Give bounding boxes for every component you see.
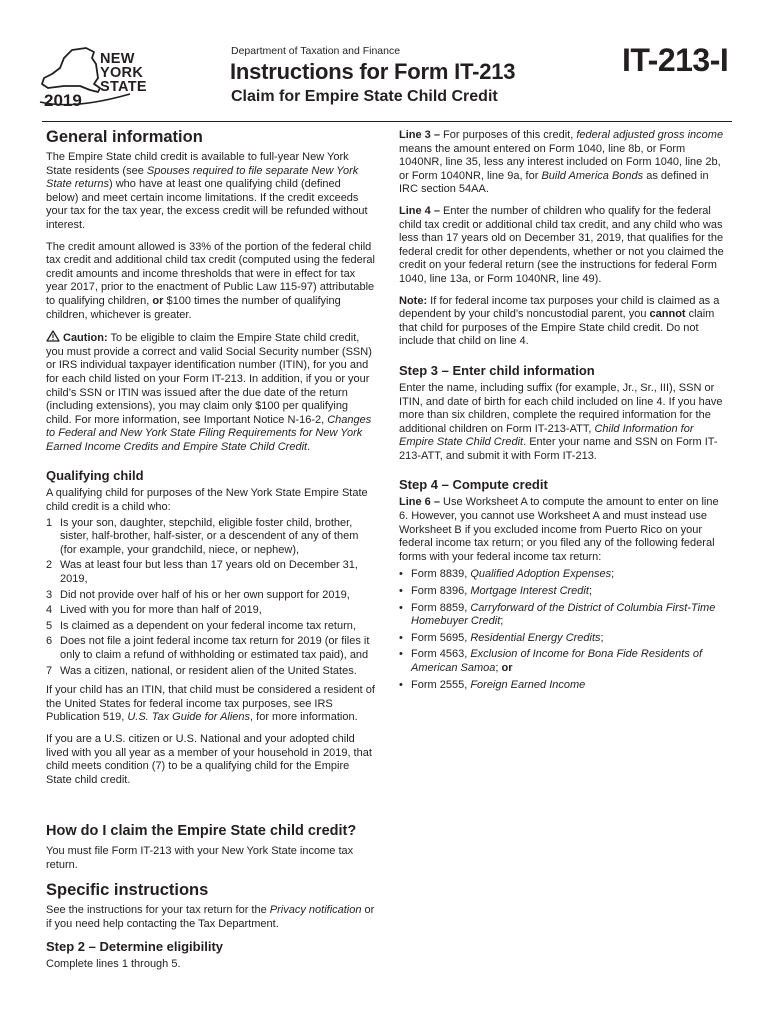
step2-heading: Step 2 – Determine eligibility xyxy=(46,939,223,954)
itin-paragraph: If your child has an ITIN, that child must be considered a resident of the United States for federal income tax purposes, see IRS Publication 519, U.S. Tax Guide for Aliens, for more information. xyxy=(46,684,375,724)
list-item: • Form 8396, Mortgage Interest Credit; xyxy=(399,585,729,599)
nys-logo xyxy=(34,44,164,114)
list-item: • Form 2555, Foreign Earned Income xyxy=(399,679,729,693)
logo-word-state: STATE xyxy=(100,79,147,95)
logo-word-york: YORK xyxy=(100,65,144,81)
warning-triangle-icon xyxy=(46,330,60,342)
list-item: 6 Does not file a joint federal income tax return for 2019 (or files it only to claim a refund of withholding or estimated tax paid), and xyxy=(46,635,370,661)
logo-word-new: NEW xyxy=(100,51,135,67)
qualifying-child-heading: Qualifying child xyxy=(46,468,144,484)
list-item: 3 Did not provide over half of his or her own support for 2019, xyxy=(46,588,350,601)
page-title: Instructions for Form IT-213 xyxy=(230,59,516,84)
department-name: Department of Taxation and Finance xyxy=(231,45,401,57)
specific-instructions-text: See the instructions for your tax return for the Privacy notification or if you need help contacting the Tax Department. xyxy=(46,904,375,930)
list-item: 5 Is claimed as a dependent on your federal income tax return, xyxy=(46,619,356,632)
form-id: IT-213-I xyxy=(622,42,729,78)
list-item: • Form 8859, Carryforward of the District of Columbia First-Time Homebuyer Credit; xyxy=(399,602,729,629)
claim-text: You must file Form IT-213 with your New York State income tax return. xyxy=(46,845,354,871)
list-item: 4 Lived with you for more than half of 2019, xyxy=(46,604,262,617)
left-column xyxy=(46,127,376,795)
qualifying-intro: A qualifying child for purposes of the New York State Empire State child credit is a child who: xyxy=(46,487,368,514)
caution-paragraph: Caution: To be eligible to claim the Empire State child credit, you must provide a correct and valid Social Security number (SSN) or IRS individual taxpayer identification number (ITIN), for you and for each child listed on your Form IT-213. In addition, if you or your child’s SSN or ITIN was issued after the due date of the return (including extensions), you may claim only $100 per qualifying child. For more information, see Important Notice N-16-2, Changes to Federal and New York State Filing Requirements for New York Earned Income Credits and Empire State Child Credit. xyxy=(46,332,372,453)
general-information-heading: General information xyxy=(46,128,203,146)
step4-heading: Step 4 – Compute credit xyxy=(399,477,548,493)
general-paragraph-1: The Empire State child credit is available to full-year New York State residents (see Spouses required to file separate New York State returns) who have at least one qualifying child (defined below) and meet certain income limitations. If the credit exceeds your tax for the tax year, the excess credit will be refunded without interest. xyxy=(46,151,368,231)
list-item: 2 Was at least four but less than 17 years old on December 31, 2019, xyxy=(46,559,358,586)
general-paragraph-2: The credit amount allowed is 33% of the portion of the federal child tax credit and additional child tax credit (computed using the federal credit amounts and income thresholds that were in effect for tax year 2017, prior to the enactment of Public Law 115-97) attributable to qualifying children, or $100 times the number of qualifying children, whichever is greater. xyxy=(46,240,375,321)
adopted-child-paragraph: If you are a U.S. citizen or U.S. National and your adopted child lived with you all year as a member of your household in 2019, that child meets condition (7) to be a qualifying child for the Empire State child credit. xyxy=(46,732,372,786)
specific-instructions-section xyxy=(46,880,376,939)
federal-forms-list xyxy=(399,568,729,692)
list-item: 7 Was a citizen, national, or resident alien of the United States. xyxy=(46,664,357,677)
header-divider xyxy=(42,121,732,122)
step3-paragraph: Enter the name, including suffix (for example, Jr., Sr., III), SSN or ITIN, and date of birth for each child included on line 4. If you have more than six children, complete the required information for the additional children on Form IT-213-ATT, Child Information for Empire State Child Credit. Enter your name and SSN on Form IT-213-ATT, and submit it with Form IT-213. xyxy=(399,381,723,462)
line3-paragraph: Line 3 – For purposes of this credit, federal adjusted gross income means the amount entered on Form 1040, line 8b, or Form 1040NR, line 35, less any interest included on Form 1040, line 2b, or Form 1040NR, line 9a, for Build America Bonds as defined in IRC section 54AA. xyxy=(399,129,724,196)
note-paragraph: Note: If for federal income tax purposes your child is claimed as a dependent by your child’s noncustodial parent, you cannot claim that child for purposes of the Empire State child credit. Do not include that child on line 4. xyxy=(399,294,720,348)
tax-year: 2019 xyxy=(44,91,82,110)
specific-instructions-heading: Specific instructions xyxy=(46,881,209,899)
step3-heading: Step 3 – Enter child information xyxy=(399,362,595,378)
step2-text: Complete lines 1 through 5. xyxy=(46,958,181,970)
line4-paragraph: Line 4 – Enter the number of children who qualify for the federal child tax credit or additional child tax credit, and any child who was less than 17 years old on December 31, 2019, that qualifies for the federal credit for other dependents, whether or not you claimed the credit on your federal return (see the instructions for federal Form 1040, line 13a, or Form 1040NR, line 49). xyxy=(399,204,724,285)
qualifying-conditions-list xyxy=(46,517,376,679)
line6-paragraph: Line 6 – Use Worksheet A to compute the amount to enter on line 6. However, you cannot use Worksheet A and must instead use Worksheet B if you excluded income from Puerto Rico on your federal income tax return; or you filed any of the following federal forms with your federal income tax return: xyxy=(399,496,719,563)
list-item: • Form 4563, Exclusion of Income for Bona Fide Residents of American Samoa; or xyxy=(399,648,729,675)
list-item: • Form 5695, Residential Energy Credits; xyxy=(399,632,729,646)
list-item: • Form 8839, Qualified Adoption Expenses; xyxy=(399,568,729,582)
page-subtitle: Claim for Empire State Child Credit xyxy=(231,88,498,105)
claim-heading: How do I claim the Empire State child credit? xyxy=(46,823,357,839)
step2-section xyxy=(46,939,376,980)
right-column xyxy=(399,129,729,698)
claim-section xyxy=(46,821,376,880)
list-item: 1 Is your son, daughter, stepchild, eligible foster child, brother, sister, half-brother, half-sister, or a descendent of any of them (for example, your grandchild, niece, or nephew), xyxy=(46,516,359,556)
